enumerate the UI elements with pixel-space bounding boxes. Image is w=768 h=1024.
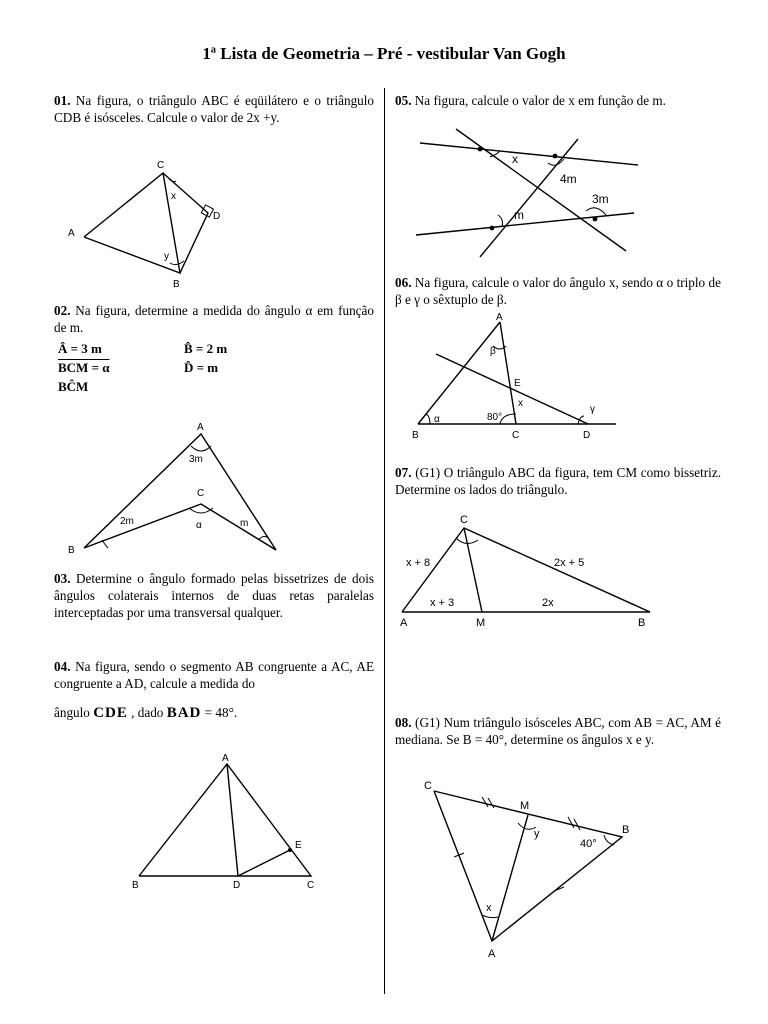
vertex-label: E [295,840,302,851]
question-number: 03. [54,571,71,586]
vertex-label: B [68,545,75,556]
def-d: D̂ = m [184,360,219,375]
vertex-label: C [197,488,205,499]
page-title: 1ª Lista de Geometria – Pré - vestibular Van Gogh [202,44,566,63]
question-04 [54,658,374,692]
vertex-label: C [424,780,432,792]
side-label: x + 8 [406,557,431,569]
figure-q04 [125,752,325,892]
question-04-angles [54,704,374,722]
question-05 [395,92,721,109]
angle-label: 3m [592,192,609,206]
figure-q07 [396,508,664,630]
def-b: B̂ = 2 m [184,341,228,356]
question-number: 08. [395,715,412,730]
vertex-label: E [514,378,521,389]
angle-word: ângulo [54,705,90,720]
question-text: (G1) O triângulo ABC da figura, tem CM como bissetriz. Determine os lados do triângulo. [395,465,721,497]
angle-label: m [514,208,524,222]
vertex-label: A [222,753,229,764]
vertex-label: A [400,617,408,629]
question-02 [54,302,374,336]
vertex-label: C [307,880,315,891]
question-number: 04. [54,659,71,674]
vertex-label: C [460,514,468,526]
angle-label: x [486,902,492,914]
question-number: 01. [54,93,71,108]
angle-label: β [490,346,496,357]
question-text: (G1) Num triângulo isósceles ABC, com AB = AC, AM é mediana. Se B = 40°, determine os ângulos x e y. [395,715,722,747]
question-06 [395,274,721,308]
angle-label: 3m [189,454,203,465]
def-a: Â = 3 m [58,341,102,356]
vertex-label: B [173,279,180,290]
side-label: x + 3 [430,597,455,609]
column-divider [384,88,385,994]
question-number: 06. [395,275,412,290]
angle-label: x [518,398,523,409]
angle-label: 40° [580,838,597,850]
question-01 [54,92,374,126]
question-number: 07. [395,465,412,480]
vertex-label: C [512,430,520,441]
vertex-label: C [157,160,165,171]
vertex-label: A [68,228,75,239]
angle-label: m [240,518,249,529]
figure-q05 [410,115,650,265]
vertex-label: M [476,617,486,629]
vertex-label: D [213,211,221,222]
angle-label: x [512,152,518,166]
angle-label: α [434,414,440,425]
def-bcm: BCM = α [58,360,110,375]
question-text: Determine o ângulo formado pelas bissetrizes de dois ângulos colaterais internos de duas retas paralelas interceptadas por uma transversal qualquer. [54,571,374,620]
question-text: Na figura, calcule o valor do ângulo x, sendo α o triplo de β e γ o sêxtuplo de β. [395,275,721,307]
figure-q02 [60,420,290,560]
figure-q08 [418,775,628,965]
vertex-label: D [233,880,241,891]
angle-label: y [164,251,169,262]
question-text: Na figura, sendo o segmento AB congruente a AC, AE congruente a AD, calcule a medida do [54,659,374,691]
question-07 [395,464,721,498]
question-03 [54,570,374,621]
side-label: 2x + 5 [554,557,585,569]
question-number: 02. [54,303,71,318]
angle-bad: BAD [166,705,202,721]
angle-cde: CDE [93,705,128,721]
question-number: 05. [395,93,412,108]
given-word: , dado [131,705,164,720]
def-bcm-angle: BĈM [58,379,89,394]
question-text: Na figura, determine a medida do ângulo α em função de m. [54,303,374,335]
vertex-label: B [132,880,139,891]
vertex-label: M [520,800,530,812]
vertex-label: A [488,948,496,960]
question-text: Na figura, calcule o valor de x em função de m. [414,93,666,108]
angle-label: 4m [560,172,577,186]
angle-label: 2m [120,516,134,527]
given-value: = 48°. [204,705,238,720]
angle-label: 80° [487,412,503,423]
vertex-label: B [638,617,646,629]
vertex-label: B [412,430,419,441]
question-08 [395,714,721,748]
question-text: Na figura, o triângulo ABC é eqüilátero e o triângulo CDB é isósceles. Calcule o valor de 2x +y. [54,93,375,125]
angle-label: x [171,191,176,202]
figure-q01 [60,155,250,290]
angle-label: α [196,520,202,531]
vertex-label: D [583,430,591,441]
angle-label: γ [590,404,595,415]
vertex-label: A [496,312,503,323]
vertex-label: B [622,824,630,836]
figure-q06 [408,310,628,445]
angle-label: y [534,828,540,840]
vertex-label: A [197,422,204,433]
side-label: 2x [542,597,554,609]
